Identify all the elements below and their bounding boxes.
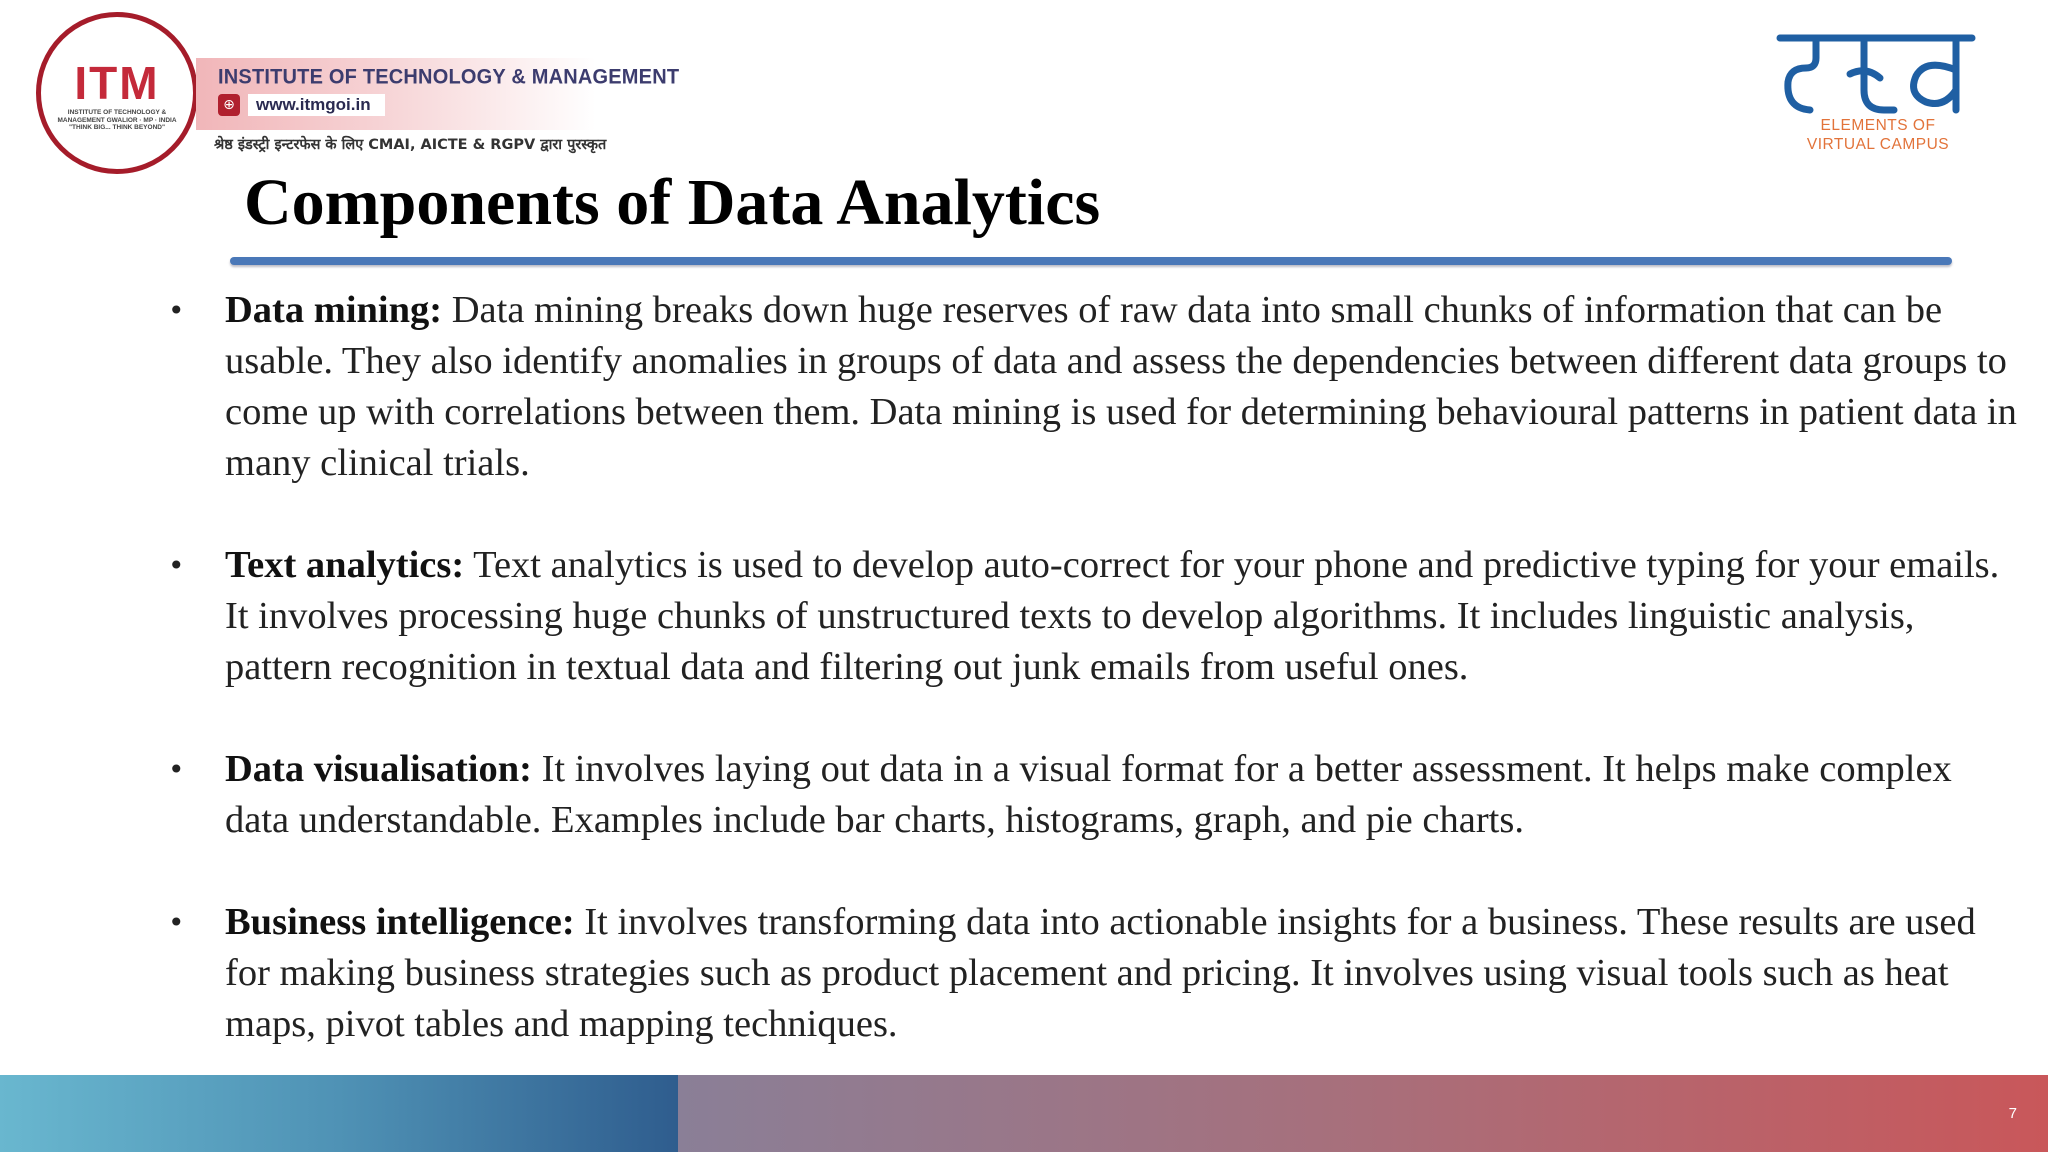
- list-item: [160, 285, 2020, 489]
- institute-tagline: श्रेष्ठ इंडस्ट्री इन्टरफेस के लिए CMAI, AICTE & RGPV द्वारा पुरस्कृत: [214, 137, 607, 153]
- footer-bar: [0, 1075, 2048, 1152]
- globe-icon: ⊕: [218, 94, 240, 116]
- bullet-text: It involves laying out data in a visual format for a better assessment. It helps make complex data understandable. Examples include bar charts, histograms, graph, and pie charts.: [225, 748, 1952, 841]
- tatva-caption-line2: VIRTUAL CAMPUS: [1806, 136, 1950, 153]
- bullet-term: Data mining:: [225, 289, 443, 331]
- tatva-caption-line1: ELEMENTS OF: [1820, 117, 1936, 134]
- itm-logo-small-text: INSTITUTE OF TECHNOLOGY & MANAGEMENT GWALIOR · MP · INDIA "THINK BIG... THINK BEYOND": [57, 108, 177, 132]
- itm-logo-mark: ITM: [74, 56, 160, 109]
- bullet-term: Data visualisation:: [225, 748, 532, 790]
- bullet-text: Text analytics is used to develop auto-correct for your phone and predictive typing for your emails. It involves processing huge chunks of unstructured texts to develop algorithms. It includes linguistic analysis, pattern recognition in textual data and filtering out junk emails from useful ones.: [225, 544, 2000, 688]
- website-link[interactable]: www.itmgoi.in: [248, 94, 385, 116]
- list-item: [160, 744, 2020, 846]
- website-row: [218, 94, 385, 116]
- bullet-symbol: •: [168, 906, 185, 939]
- bullet-term: Text analytics:: [225, 544, 465, 586]
- footer-right-band: [678, 1075, 2048, 1152]
- institute-name: INSTITUTE OF TECHNOLOGY & MANAGEMENT: [218, 65, 680, 89]
- itm-logo-icon: [36, 12, 198, 174]
- footer-left-band: [0, 1075, 678, 1152]
- bullet-list: [160, 285, 2020, 1050]
- slide-title: Components of Data Analytics: [244, 166, 1101, 239]
- page-number: 7: [2008, 1105, 2017, 1122]
- title-underline: [230, 257, 1952, 265]
- bullet-symbol: •: [168, 294, 185, 327]
- bullet-text: Data mining breaks down huge reserves of raw data into small chunks of information that can be usable. They also identify anomalies in groups of data and assess the dependencies between different data groups to come up with correlations between them. Data mining is used for determining behavioural patterns in patient data in many clinical trials.: [225, 289, 2017, 484]
- bullet-term: Business intelligence:: [225, 901, 575, 943]
- bullet-symbol: •: [168, 549, 185, 582]
- tatva-caption: [1778, 116, 1978, 154]
- list-item: [160, 540, 2020, 693]
- bullet-text: It involves transforming data into actionable insights for a business. These results are used for making business strategies such as product placement and pricing. It involves using visual tools such as heat maps, pivot tables and mapping techniques.: [225, 901, 1976, 1045]
- list-item: [160, 897, 2020, 1050]
- bullet-symbol: •: [168, 753, 185, 786]
